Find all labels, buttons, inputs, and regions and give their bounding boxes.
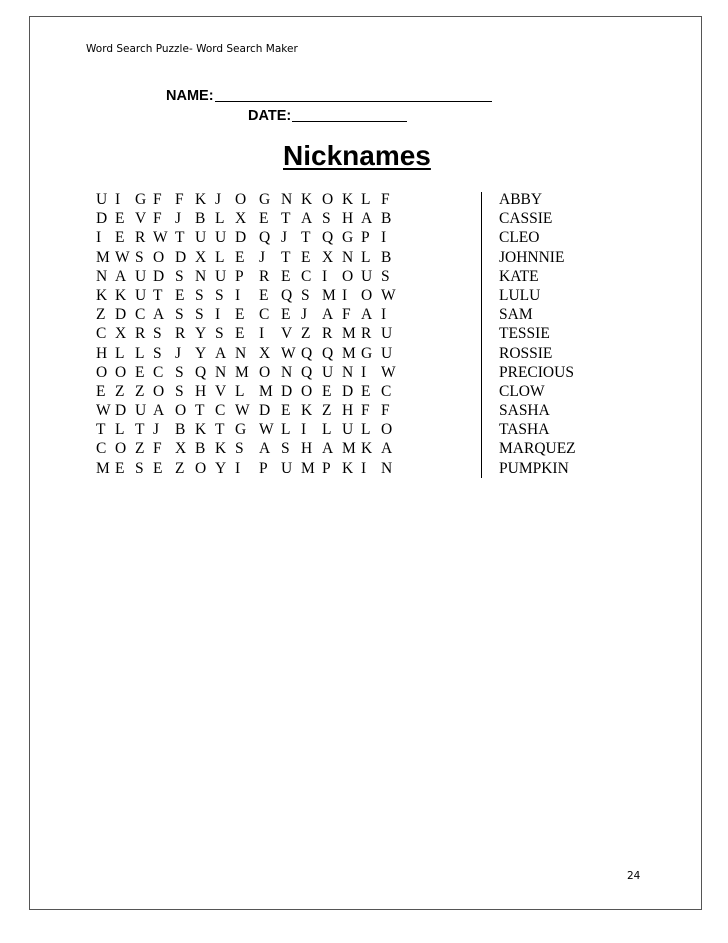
grid-letter: L bbox=[281, 421, 291, 439]
grid-letter: U bbox=[195, 229, 207, 247]
grid-letter: G bbox=[235, 421, 247, 439]
grid-letter: M bbox=[96, 459, 110, 477]
grid-letter: U bbox=[342, 421, 354, 439]
grid-letter: I bbox=[115, 191, 121, 208]
grid-letter: S bbox=[215, 325, 224, 343]
grid-letter: N bbox=[215, 363, 227, 381]
grid-letter: Z bbox=[301, 325, 311, 343]
grid-letter: A bbox=[381, 440, 393, 458]
grid-letter: I bbox=[361, 363, 367, 381]
grid-letter: U bbox=[215, 267, 227, 285]
grid-letter: D bbox=[235, 229, 247, 247]
grid-letter: E bbox=[235, 325, 245, 343]
grid-letter: O bbox=[115, 363, 127, 381]
grid-letter: S bbox=[135, 459, 144, 477]
page-number: 24 bbox=[627, 870, 641, 882]
grid-letter: O bbox=[259, 363, 271, 381]
grid-letter: N bbox=[195, 267, 207, 285]
grid-letter: N bbox=[342, 248, 354, 266]
grid-letter: W bbox=[115, 248, 130, 266]
grid-letter: C bbox=[381, 382, 392, 400]
grid-letter: L bbox=[135, 344, 145, 362]
grid-letter: B bbox=[195, 440, 206, 458]
grid-letter: D bbox=[115, 402, 127, 420]
grid-letter: Z bbox=[135, 382, 145, 400]
puzzle-title: Nicknames bbox=[283, 140, 431, 171]
grid-letter: E bbox=[175, 286, 185, 304]
word-list-item: ABBY bbox=[499, 191, 543, 208]
grid-letter: J bbox=[175, 210, 182, 228]
grid-letter: N bbox=[342, 363, 354, 381]
grid-letter: Z bbox=[115, 382, 125, 400]
grid-letter: M bbox=[301, 459, 315, 477]
grid-letter: L bbox=[361, 191, 371, 208]
date-field bbox=[248, 106, 407, 124]
grid-letter: F bbox=[153, 191, 162, 208]
grid-letter: T bbox=[281, 248, 291, 266]
grid-letter: D bbox=[153, 267, 165, 285]
grid-letter: B bbox=[175, 421, 186, 439]
grid-letter: F bbox=[175, 191, 184, 208]
grid-letter: B bbox=[195, 210, 206, 228]
name-field bbox=[166, 86, 492, 104]
word-list-item: ROSSIE bbox=[499, 344, 553, 362]
grid-letter: R bbox=[322, 325, 333, 343]
grid-letter: F bbox=[153, 210, 162, 228]
word-list-item: JOHNNIE bbox=[499, 248, 565, 266]
grid-letter: O bbox=[322, 191, 334, 208]
grid-letter: Q bbox=[195, 363, 207, 381]
grid-letter: L bbox=[361, 248, 371, 266]
grid-letter: U bbox=[135, 286, 147, 304]
grid-letter: T bbox=[301, 229, 311, 247]
grid-letter: Z bbox=[96, 306, 106, 324]
grid-letter: M bbox=[322, 286, 336, 304]
grid-letter: P bbox=[322, 459, 331, 477]
grid-letter: V bbox=[135, 210, 147, 228]
grid-divider bbox=[481, 192, 482, 478]
grid-letter: S bbox=[135, 248, 144, 266]
grid-letter: N bbox=[381, 459, 393, 477]
grid-letter: I bbox=[301, 421, 307, 439]
grid-letter: X bbox=[175, 440, 187, 458]
grid-letter: K bbox=[301, 191, 313, 208]
grid-letter: J bbox=[175, 344, 182, 362]
grid-letter: A bbox=[153, 402, 165, 420]
grid-letter: T bbox=[215, 421, 225, 439]
word-list-item: PRECIOUS bbox=[499, 363, 574, 381]
grid-letter: M bbox=[259, 382, 273, 400]
grid-letter: W bbox=[235, 402, 250, 420]
grid-letter: T bbox=[135, 421, 145, 439]
grid-letter: U bbox=[135, 267, 147, 285]
grid-letter: F bbox=[361, 402, 370, 420]
grid-letter: E bbox=[322, 382, 332, 400]
date-blank bbox=[292, 106, 407, 122]
grid-letter: E bbox=[259, 286, 269, 304]
grid-letter: Q bbox=[322, 344, 334, 362]
grid-letter: N bbox=[96, 267, 108, 285]
grid-letter: J bbox=[301, 306, 308, 324]
grid-letter: W bbox=[381, 363, 396, 381]
grid-letter: U bbox=[135, 402, 147, 420]
grid-letter: O bbox=[195, 459, 207, 477]
grid-letter: O bbox=[235, 191, 247, 208]
word-list-item: KATE bbox=[499, 267, 539, 285]
grid-letter: U bbox=[96, 191, 108, 208]
grid-letter: D bbox=[342, 382, 354, 400]
grid-letter: J bbox=[153, 421, 160, 439]
grid-letter: S bbox=[195, 306, 204, 324]
grid-letter: E bbox=[235, 248, 245, 266]
grid-letter: C bbox=[96, 440, 107, 458]
grid-letter: I bbox=[361, 459, 367, 477]
grid-letter: W bbox=[153, 229, 168, 247]
grid-letter: R bbox=[175, 325, 186, 343]
date-label: DATE: bbox=[248, 108, 292, 124]
grid-letter: O bbox=[175, 402, 187, 420]
grid-letter: U bbox=[381, 325, 393, 343]
grid-letter: K bbox=[115, 286, 127, 304]
word-list-item: SASHA bbox=[499, 402, 550, 420]
word-list-item: CLEO bbox=[499, 229, 540, 247]
grid-letter: E bbox=[361, 382, 371, 400]
grid-letter: E bbox=[115, 210, 125, 228]
grid-letter: L bbox=[235, 382, 245, 400]
grid-letter: I bbox=[235, 459, 241, 477]
grid-letter: S bbox=[195, 286, 204, 304]
grid-letter: A bbox=[153, 306, 165, 324]
grid-letter: W bbox=[381, 286, 396, 304]
grid-letter: E bbox=[115, 229, 125, 247]
grid-letter: F bbox=[342, 306, 351, 324]
grid-letter: H bbox=[96, 344, 108, 362]
grid-letter: Q bbox=[281, 286, 293, 304]
grid-letter: D bbox=[281, 382, 293, 400]
grid-letter: X bbox=[322, 248, 334, 266]
grid-letter: U bbox=[361, 267, 373, 285]
word-list-item: LULU bbox=[499, 286, 541, 304]
grid-letter: R bbox=[135, 229, 146, 247]
grid-letter: Y bbox=[195, 344, 207, 362]
grid-letter: H bbox=[195, 382, 207, 400]
grid-letter: Z bbox=[135, 440, 145, 458]
grid-letter: B bbox=[381, 210, 392, 228]
grid-letter: J bbox=[281, 229, 288, 247]
grid-letter: Y bbox=[195, 325, 207, 343]
grid-letter: X bbox=[259, 344, 271, 362]
grid-letter: L bbox=[215, 248, 225, 266]
grid-letter: T bbox=[153, 286, 163, 304]
grid-letter: N bbox=[281, 363, 293, 381]
grid-letter: S bbox=[175, 382, 184, 400]
grid-letter: R bbox=[135, 325, 146, 343]
grid-letter: X bbox=[115, 325, 127, 343]
grid-letter: E bbox=[135, 363, 145, 381]
grid-letter: O bbox=[361, 286, 373, 304]
grid-letter: A bbox=[361, 306, 373, 324]
grid-letter: U bbox=[381, 344, 393, 362]
word-list-item: TASHA bbox=[499, 421, 550, 439]
grid-letter: E bbox=[281, 306, 291, 324]
grid-letter: W bbox=[281, 344, 296, 362]
grid-letter: A bbox=[322, 306, 334, 324]
grid-letter: E bbox=[96, 382, 106, 400]
grid-letter: U bbox=[215, 229, 227, 247]
word-list-item: MARQUEZ bbox=[499, 440, 576, 458]
grid-letter: E bbox=[235, 306, 245, 324]
grid-letter: K bbox=[195, 191, 207, 208]
grid-letter: M bbox=[342, 344, 356, 362]
grid-letter: F bbox=[153, 440, 162, 458]
grid-letter: H bbox=[301, 440, 313, 458]
grid-letter: S bbox=[301, 286, 310, 304]
grid-letter: L bbox=[361, 421, 371, 439]
grid-letter: I bbox=[215, 306, 221, 324]
grid-letter: L bbox=[115, 421, 125, 439]
grid-letter: T bbox=[281, 210, 291, 228]
grid-letter: Q bbox=[301, 363, 313, 381]
grid-letter: Z bbox=[175, 459, 185, 477]
grid-letter: W bbox=[96, 402, 111, 420]
grid-letter: G bbox=[361, 344, 373, 362]
running-header: Word Search Puzzle- Word Search Maker bbox=[86, 43, 298, 55]
grid-letter: I bbox=[381, 229, 387, 247]
grid-letter: G bbox=[342, 229, 354, 247]
grid-letter: T bbox=[175, 229, 185, 247]
grid-letter: S bbox=[175, 306, 184, 324]
grid-letter: K bbox=[301, 402, 313, 420]
grid-letter: S bbox=[215, 286, 224, 304]
grid-letter: S bbox=[381, 267, 390, 285]
grid-letter: M bbox=[342, 440, 356, 458]
grid-letter: E bbox=[301, 248, 311, 266]
grid-letter: I bbox=[322, 267, 328, 285]
grid-letter: Z bbox=[322, 402, 332, 420]
grid-letter: N bbox=[281, 191, 293, 208]
grid-letter: B bbox=[381, 248, 392, 266]
grid-letter: A bbox=[361, 210, 373, 228]
grid-letter: C bbox=[135, 306, 146, 324]
grid-letter: O bbox=[153, 382, 165, 400]
grid-letter: M bbox=[96, 248, 110, 266]
grid-letter: J bbox=[215, 191, 222, 208]
grid-letter: O bbox=[301, 382, 313, 400]
grid-letter: T bbox=[195, 402, 205, 420]
grid-letter: E bbox=[153, 459, 163, 477]
grid-letter: S bbox=[153, 325, 162, 343]
grid-letter: C bbox=[215, 402, 226, 420]
grid-letter: E bbox=[115, 459, 125, 477]
grid-letter: Q bbox=[322, 229, 334, 247]
grid-letter: O bbox=[96, 363, 108, 381]
grid-letter: S bbox=[281, 440, 290, 458]
grid-letter: E bbox=[259, 210, 269, 228]
grid-letter: K bbox=[215, 440, 227, 458]
grid-letter: L bbox=[115, 344, 125, 362]
grid-letter: U bbox=[281, 459, 293, 477]
grid-letter: C bbox=[301, 267, 312, 285]
grid-letter: S bbox=[175, 363, 184, 381]
grid-letter: H bbox=[342, 402, 354, 420]
grid-letter: X bbox=[235, 210, 247, 228]
grid-letter: M bbox=[342, 325, 356, 343]
grid-letter: R bbox=[361, 325, 372, 343]
grid-letter: I bbox=[381, 306, 387, 324]
grid-letter: U bbox=[322, 363, 334, 381]
grid-letter: D bbox=[96, 210, 108, 228]
grid-letter: D bbox=[175, 248, 187, 266]
word-list-item: TESSIE bbox=[499, 325, 550, 343]
name-label: NAME: bbox=[166, 88, 214, 104]
grid-letter: P bbox=[235, 267, 244, 285]
grid-letter: S bbox=[322, 210, 331, 228]
grid-letter: T bbox=[96, 421, 106, 439]
word-list-item: CASSIE bbox=[499, 210, 553, 228]
grid-letter: C bbox=[153, 363, 164, 381]
grid-letter: V bbox=[215, 382, 227, 400]
grid-letter: K bbox=[342, 459, 354, 477]
word-list bbox=[499, 190, 576, 478]
grid-letter: I bbox=[342, 286, 348, 304]
grid-letter: W bbox=[259, 421, 274, 439]
grid-letter: A bbox=[215, 344, 227, 362]
grid-letter: S bbox=[235, 440, 244, 458]
grid-letter: X bbox=[195, 248, 207, 266]
grid-letter: D bbox=[259, 402, 271, 420]
word-list-item: PUMPKIN bbox=[499, 459, 569, 477]
grid-letter: J bbox=[259, 248, 266, 266]
grid-letter: P bbox=[361, 229, 370, 247]
grid-letter: O bbox=[381, 421, 393, 439]
grid-letter: H bbox=[342, 210, 354, 228]
grid-letter: P bbox=[259, 459, 268, 477]
grid-letter: I bbox=[235, 286, 241, 304]
grid-letter: R bbox=[259, 267, 270, 285]
grid-letter: D bbox=[115, 306, 127, 324]
grid-letter: L bbox=[322, 421, 332, 439]
grid-letter: G bbox=[135, 191, 147, 208]
grid-letter: C bbox=[96, 325, 107, 343]
grid-letter: K bbox=[361, 440, 373, 458]
grid-letter: A bbox=[115, 267, 127, 285]
grid-letter: F bbox=[381, 191, 390, 208]
grid-letter: Y bbox=[215, 459, 227, 477]
grid-letter: A bbox=[322, 440, 334, 458]
grid-letter: F bbox=[381, 402, 390, 420]
grid-letter: E bbox=[281, 402, 291, 420]
grid-letter: V bbox=[281, 325, 293, 343]
grid-letter: M bbox=[235, 363, 249, 381]
grid-letter: S bbox=[153, 344, 162, 362]
name-blank bbox=[215, 86, 492, 102]
word-list-item: SAM bbox=[499, 306, 533, 324]
grid-letter: K bbox=[96, 286, 108, 304]
grid-letter: A bbox=[259, 440, 271, 458]
grid-letter: N bbox=[235, 344, 247, 362]
grid-letter: K bbox=[342, 191, 354, 208]
grid-letter: L bbox=[215, 210, 225, 228]
grid-letter: I bbox=[259, 325, 265, 343]
grid-letter: A bbox=[301, 210, 313, 228]
grid-letter: K bbox=[195, 421, 207, 439]
grid-letter: Q bbox=[259, 229, 271, 247]
grid-letter: O bbox=[342, 267, 354, 285]
grid-letter: O bbox=[115, 440, 127, 458]
word-list-item: CLOW bbox=[499, 382, 545, 400]
grid-letter: S bbox=[175, 267, 184, 285]
grid-letter: O bbox=[153, 248, 165, 266]
grid-letter: I bbox=[96, 229, 102, 247]
grid-letter: Q bbox=[301, 344, 313, 362]
grid-letter: G bbox=[259, 191, 271, 208]
grid-letter: C bbox=[259, 306, 270, 324]
grid-letter: E bbox=[281, 267, 291, 285]
